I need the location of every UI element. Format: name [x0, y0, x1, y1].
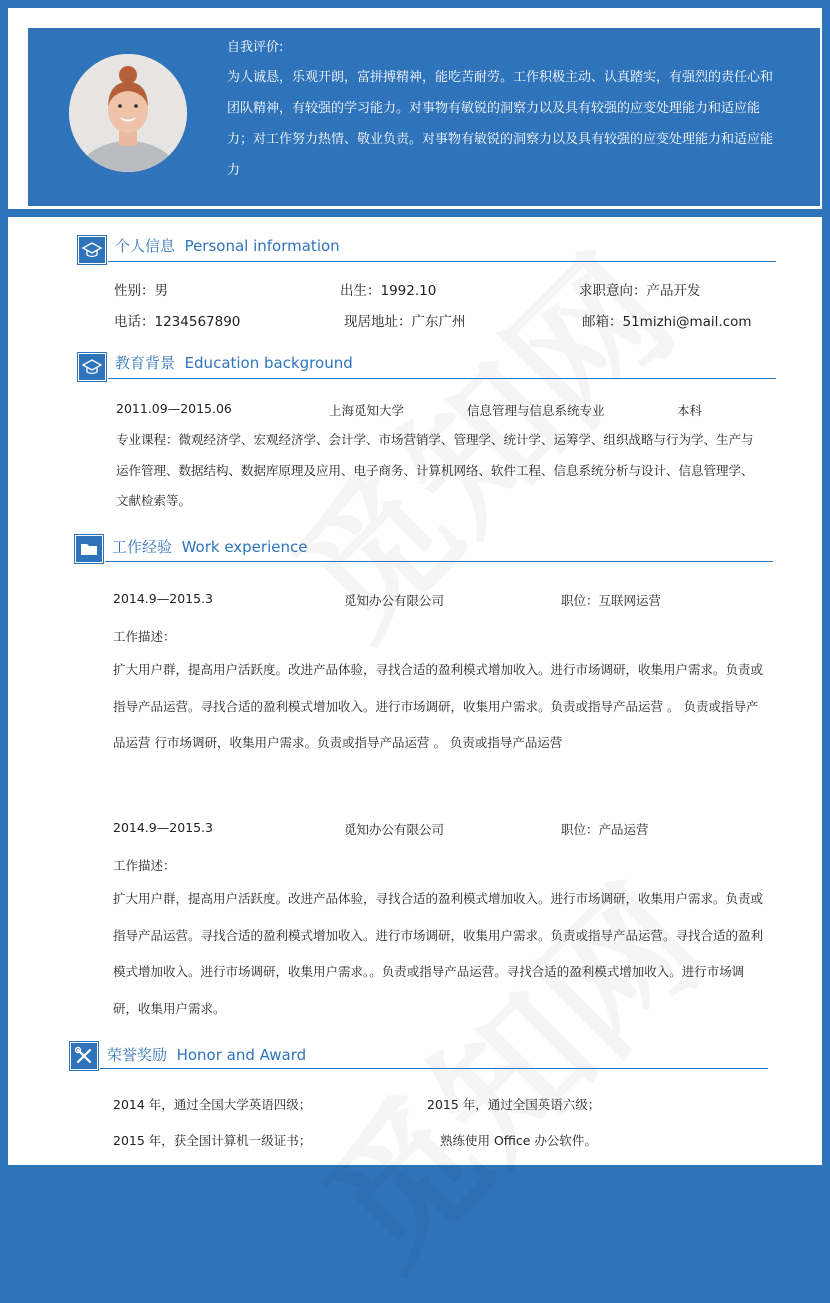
honor-item: 2015 年，获全国计算机一级证书；	[113, 1133, 312, 1148]
education-school: 上海觅知大学	[329, 403, 405, 418]
birth: 出生：1992.10	[340, 283, 437, 299]
education-title: 教育背景 Education background	[115, 354, 353, 372]
job-period: 2014.9—2015.3	[113, 820, 213, 835]
honor-item: 2014 年，通过全国大学英语四级；	[113, 1097, 312, 1112]
graduation-cap-icon	[77, 352, 107, 382]
job-period: 2014.9—2015.3	[113, 591, 213, 606]
gender: 性别：男	[114, 283, 168, 299]
tools-icon	[69, 1041, 99, 1071]
folder-icon	[74, 534, 104, 564]
education-degree: 本科	[677, 403, 703, 418]
education-period: 2011.09—2015.06	[116, 401, 232, 416]
job-desc-label: 工作描述：	[113, 858, 176, 873]
address: 现居地址：广东广州	[344, 314, 466, 330]
job-desc: 扩大用户群，提高用户活跃度。改进产品体验，寻找合适的盈利模式增加收入。进行市场调研，收集用户需求。负责或指导产品运营。寻找合适的盈利模式增加收入。进行市场调研，收集用户需求。负责或指导产品运营 。 负责或指导产品运营 行市场调研，收集用户需求。负责或指导产品运营 。 负责或指导产品运营	[113, 662, 764, 750]
job-intention: 求职意向：产品开发	[579, 283, 701, 299]
graduation-cap-icon	[77, 235, 107, 265]
avatar-portrait-icon	[69, 54, 187, 172]
section-divider	[108, 261, 776, 262]
personal-info-title: 个人信息 Personal information	[115, 237, 340, 255]
section-divider	[100, 1068, 768, 1069]
work-title: 工作经验 Work experience	[112, 538, 308, 556]
avatar	[69, 54, 187, 172]
honor-item: 2015 年，通过全国英语六级；	[427, 1097, 601, 1112]
self-evaluation	[227, 38, 777, 186]
job-desc-label: 工作描述：	[113, 629, 176, 644]
education-major: 信息管理与信息系统专业	[467, 403, 605, 418]
honor-item: 熟练使用 Office 办公软件。	[440, 1133, 597, 1148]
education-courses: 专业课程：微观经济学、宏观经济学、会计学、市场营销学、管理学、统计学、运筹学、组织战略与行为学、生产与运作管理、数据结构、数据库原理及应用、电子商务、计算机网络、软件工程、信息系统分析与设计、信息管理学、文献检索等。	[116, 432, 754, 508]
job-company: 觅知办公有限公司	[344, 822, 445, 837]
job-desc: 扩大用户群，提高用户活跃度。改进产品体验，寻找合适的盈利模式增加收入。进行市场调研，收集用户需求。负责或指导产品运营。寻找合适的盈利模式增加收入。进行市场调研，收集用户需求。负责或指导产品运营。寻找合适的盈利模式增加收入。进行市场调研，收集用户需求。。负责或指导产品运营。寻找合适的盈利模式增加收入。进行市场调研，收集用户需求。	[113, 891, 764, 1016]
phone: 电话：1234567890	[114, 314, 241, 330]
section-divider	[105, 561, 773, 562]
job-position: 职位：互联网运营	[561, 593, 662, 608]
section-divider	[108, 378, 776, 379]
self-evaluation-title: 自我评价:	[227, 40, 284, 55]
honor-title: 荣誉奖励 Honor and Award	[107, 1046, 307, 1064]
email: 邮箱：51mizhi@mail.com	[582, 314, 752, 330]
job-position: 职位：产品运营	[561, 822, 649, 837]
self-evaluation-text: 为人诚恳，乐观开朗，富拼搏精神，能吃苦耐劳。工作积极主动、认真踏实，有强烈的责任心和团队精神，有较强的学习能力。对事物有敏锐的洞察力以及具有较强的应变处理能力和适应能力；对工作努力热情、敬业负责。对事物有敏锐的洞察力以及具有较强的应变处理能力和适应能力	[227, 70, 774, 178]
job-company: 觅知办公有限公司	[344, 593, 445, 608]
